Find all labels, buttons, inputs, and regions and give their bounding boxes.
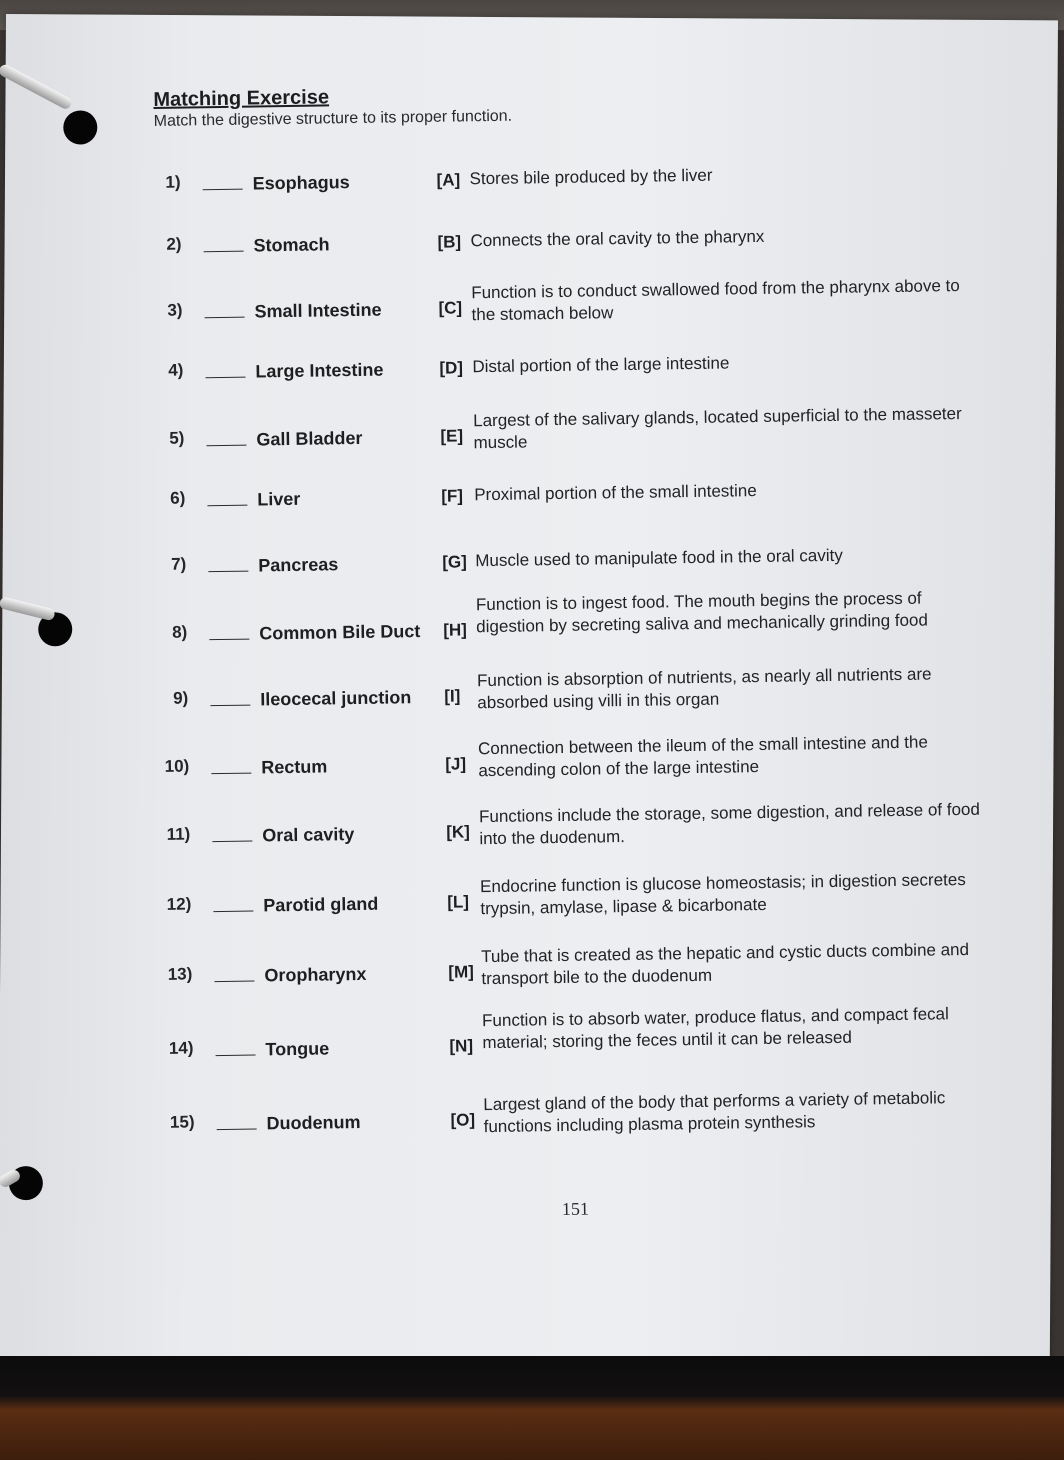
option-letter: [A] xyxy=(436,170,461,190)
item-number: 4) xyxy=(168,360,184,380)
function-description: Function is to absorb water, produce flatus, and compact fecal material; storing the feces until it can be released xyxy=(481,1004,949,1053)
item-number: 11) xyxy=(166,824,191,844)
structure-term: Stomach xyxy=(253,234,330,256)
item-number: 12) xyxy=(166,894,192,914)
structure-term: Large Intestine xyxy=(255,359,384,382)
option-letter: [H] xyxy=(443,620,468,640)
page-title: Matching Exercise xyxy=(153,86,330,111)
option-letter: [F] xyxy=(441,486,464,506)
function-description: Connection between the ileum of the small intestine and the ascending colon of the large intestine xyxy=(477,732,928,781)
answer-blank[interactable] xyxy=(203,188,243,191)
option-letter: [K] xyxy=(446,822,471,842)
answer-blank[interactable] xyxy=(211,772,251,775)
item-number: 2) xyxy=(166,234,182,254)
structure-term: Pancreas xyxy=(258,554,339,576)
item-number: 1) xyxy=(165,172,181,192)
answer-blank[interactable] xyxy=(216,1054,256,1057)
answer-blank[interactable] xyxy=(207,504,247,507)
binder-hole-icon xyxy=(63,110,97,144)
function-description: Functions include the storage, some digestion, and release of food into the duodenum. xyxy=(478,799,981,849)
matching-row xyxy=(8,276,1061,356)
matching-row xyxy=(20,1088,1064,1167)
function-description: Proximal portion of the small intestine xyxy=(474,481,757,505)
item-number: 10) xyxy=(164,756,190,776)
option-letter: [N] xyxy=(449,1036,474,1056)
function-description: Endocrine function is glucose homeostasis; in digestion secretes trypsin, amylase, lipase & bicarbonate xyxy=(479,869,966,919)
answer-blank[interactable] xyxy=(206,444,246,447)
answer-blank[interactable] xyxy=(209,638,249,641)
function-description: Tube that is created as the hepatic and cystic ducts combine and transport bile to the duodenum xyxy=(480,939,970,989)
item-number: 6) xyxy=(170,488,186,508)
item-number: 14) xyxy=(168,1038,194,1058)
item-number: 8) xyxy=(172,622,188,642)
function-description: Stores bile produced by the liver xyxy=(469,165,713,189)
function-description: Largest of the salivary glands, located superficial to the masseter muscle xyxy=(473,403,962,453)
structure-term: Esophagus xyxy=(252,172,350,194)
matching-row xyxy=(19,1004,1064,1083)
option-letter: [I] xyxy=(444,686,461,706)
structure-term: Gall Bladder xyxy=(256,427,363,450)
structure-term: Small Intestine xyxy=(254,299,382,322)
answer-blank[interactable] xyxy=(205,376,245,379)
worksheet-page xyxy=(0,14,1058,1366)
item-number: 9) xyxy=(172,688,189,708)
structure-term: Common Bile Duct xyxy=(259,621,421,644)
answer-blank[interactable] xyxy=(214,980,254,983)
answer-blank[interactable] xyxy=(212,840,252,843)
function-description: Function is to ingest food. The mouth begins the process of digestion by secreting saliva and mechanically grinding food xyxy=(475,588,929,637)
item-number: 3) xyxy=(167,300,183,320)
structure-term: Ileocecal junction xyxy=(260,687,412,710)
structure-term: Tongue xyxy=(265,1038,330,1060)
answer-blank[interactable] xyxy=(210,704,250,707)
option-letter: [O] xyxy=(450,1110,476,1130)
function-description: Function is absorption of nutrients, as nearly all nutrients are absorbed using villi in this organ xyxy=(476,664,932,713)
function-description: Distal portion of the large intestine xyxy=(472,353,730,377)
function-description: Connects the oral cavity to the pharynx xyxy=(470,226,765,251)
structure-term: Parotid gland xyxy=(263,893,379,916)
structure-term: Oral cavity xyxy=(262,824,355,846)
item-number: 5) xyxy=(169,428,185,448)
answer-blank[interactable] xyxy=(213,910,253,913)
option-letter: [G] xyxy=(442,552,467,572)
page-number: 151 xyxy=(561,1198,590,1220)
answer-blank[interactable] xyxy=(204,250,244,253)
option-letter: [E] xyxy=(440,426,464,446)
answer-blank[interactable] xyxy=(217,1128,257,1131)
matching-row xyxy=(16,799,1064,879)
function-description: Largest gland of the body that performs a variety of metabolic functions including plasma protein synthesis xyxy=(483,1088,946,1137)
structure-term: Liver xyxy=(257,488,301,510)
structure-term: Rectum xyxy=(261,756,328,778)
answer-blank[interactable] xyxy=(205,316,245,319)
option-letter: [J] xyxy=(445,754,467,774)
answer-blank[interactable] xyxy=(208,570,248,573)
structure-term: Duodenum xyxy=(266,1111,361,1134)
function-description: Function is to conduct swallowed food from the pharynx above to the stomach below xyxy=(471,276,960,325)
worksheet-content xyxy=(4,2,1064,1363)
table-surface xyxy=(0,1356,1064,1460)
structure-term: Oropharynx xyxy=(264,963,367,986)
instructions: Match the digestive structure to its proper function. xyxy=(153,107,513,130)
option-letter: [M] xyxy=(448,962,474,982)
matching-row xyxy=(17,869,1064,949)
matching-row xyxy=(11,471,1064,547)
item-number: 7) xyxy=(170,554,187,574)
matching-row xyxy=(10,403,1063,483)
function-description: Muscle used to manipulate food in the oral cavity xyxy=(475,545,843,571)
item-number: 13) xyxy=(167,964,193,984)
option-letter: [C] xyxy=(438,298,463,318)
option-letter: [L] xyxy=(447,892,470,912)
option-letter: [D] xyxy=(439,358,464,378)
item-number: 15) xyxy=(169,1112,195,1132)
option-letter: [B] xyxy=(437,232,462,252)
